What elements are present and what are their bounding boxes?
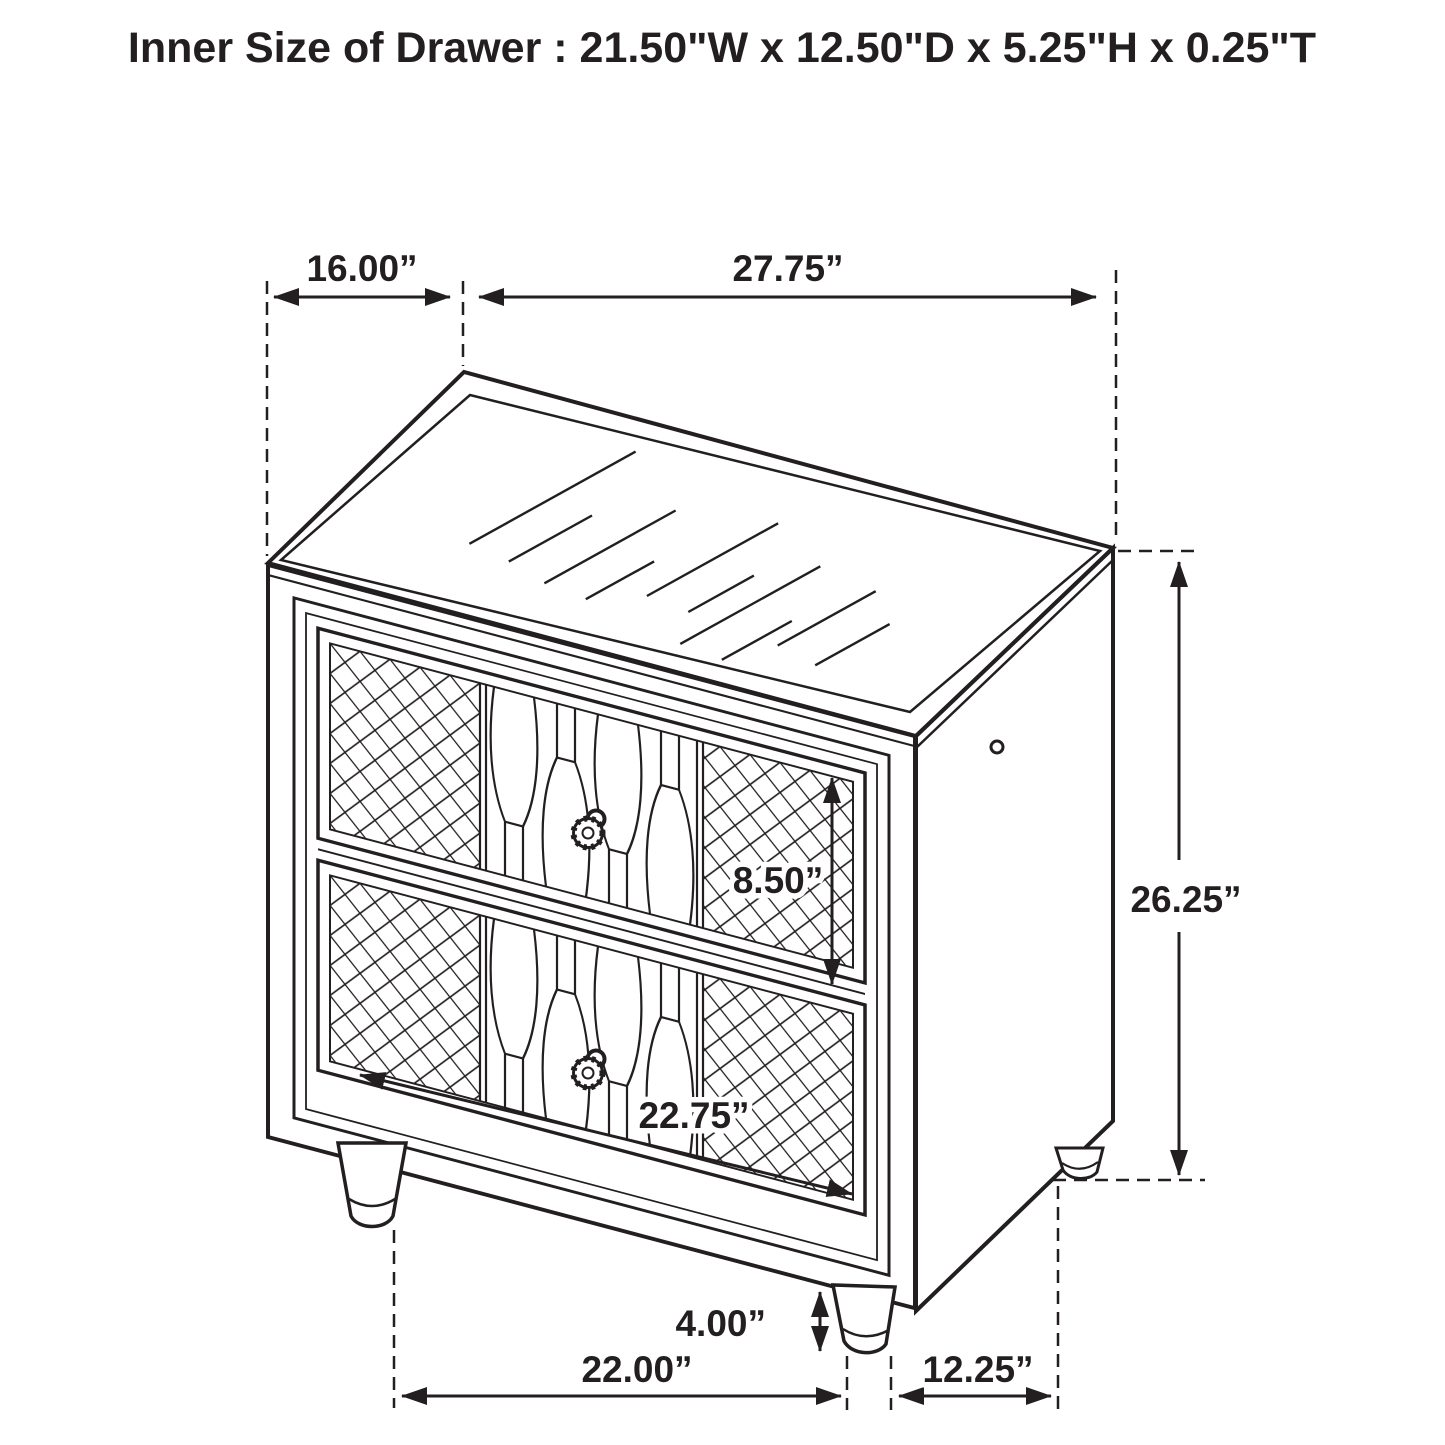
page-title: Inner Size of Drawer : 21.50"W x 12.50"D x 5.25"H x 0.25"T [127,24,1317,72]
front-right-leg [833,1285,895,1353]
shine-stroke [586,561,654,599]
shine-stroke [509,516,592,562]
dim-label-drawer-height: 8.50” [732,860,824,901]
side-peg-hole [991,741,1003,753]
dim-label-footprint-width: 22.00” [581,1349,693,1390]
shine-stroke [815,624,889,665]
shine-stroke [544,511,675,584]
dim-label-top-depth: 16.00” [306,248,418,289]
shine-stroke [469,452,635,544]
shine-stroke [688,576,754,612]
dim-label-drawer-width: 22.75” [638,1095,750,1136]
front-left-leg [338,1143,406,1227]
shine-stroke [722,621,792,660]
dim-label-leg-height: 4.00” [675,1303,766,1344]
rear-right-leg [1056,1148,1103,1179]
nightstand-drawing [268,372,1113,1353]
shine-stroke [647,523,778,596]
dim-label-overall-height: 26.25” [1130,879,1242,920]
dim-label-top-width: 27.75” [732,248,844,289]
shine-stroke [778,591,876,645]
side-panel [916,548,1113,1311]
dim-label-footprint-depth: 12.25” [922,1349,1034,1390]
